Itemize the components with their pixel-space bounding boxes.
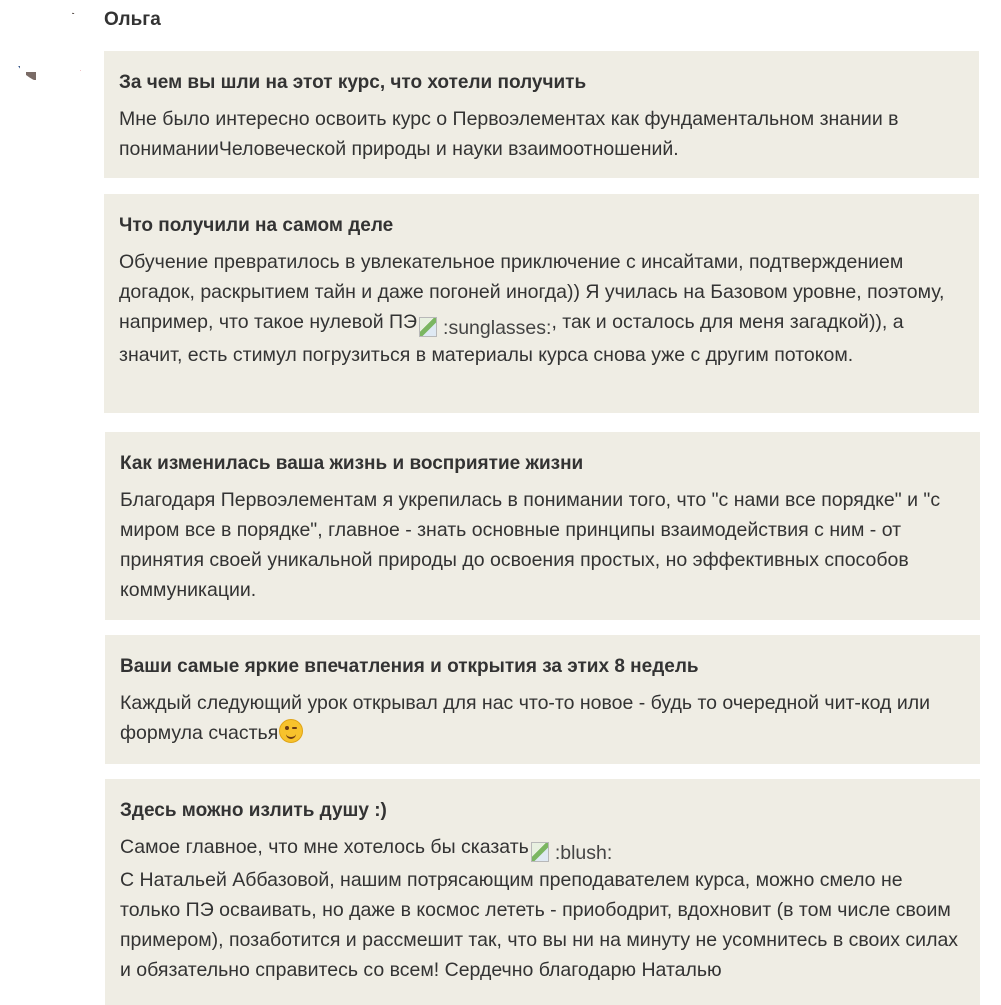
answer-text-part: Самое главное, что мне хотелось бы сказать <box>120 836 529 858</box>
author-name[interactable]: Ольга <box>104 9 161 30</box>
answer-paragraph <box>120 688 964 748</box>
answer-text-part: Обучение превратилось в увлекательное приключение с инсайтами, подтверждением догадок, раскрытием тайн и даже погоней иногда)) Я училась на Базовом уровне, поэтому, например, что такое нулевой ПЭ <box>119 251 945 333</box>
broken-image-icon <box>417 316 551 340</box>
review-card-life-change <box>105 432 980 620</box>
avatar-photo-fragment <box>12 66 20 78</box>
review-card-impressions <box>105 635 980 764</box>
answer-paragraph: Мне было интересно освоить курс о Первоэлементах как фундаментальном знании в пониманииЧеловеческой природы и науки взаимоотношений. <box>119 108 899 160</box>
avatar-photo-fragment <box>80 70 88 80</box>
avatar[interactable] <box>12 6 90 84</box>
avatar-photo-fragment <box>26 72 36 80</box>
avatar-photo-fragment <box>72 6 90 14</box>
answer-text <box>120 688 964 748</box>
answer-text-part: , так и осталось для меня загадкой)), а значит, есть стимул погрузиться в материалы курса снова уже с другим потоком. <box>119 311 904 366</box>
emoji-alt-text: :sunglasses: <box>443 317 552 339</box>
answer-paragraph: С Натальей Аббазовой, нашим потрясающим преподавателем курса, можно смело не только ПЭ осваивать, но даже в космос лететь - приободрит, вдохновит (в том числе своим примером), позаботится и рассмешит так, что вы ни на минуту не усомнитесь в своих силах и обязательно справитесь со всем! Сердечно благодарю Наталью <box>120 869 959 981</box>
answer-text <box>120 832 964 985</box>
question-heading: Что получили на самом деле <box>119 215 394 236</box>
question-heading: Здесь можно излить душу :) <box>120 800 387 821</box>
answer-paragraph <box>120 832 964 865</box>
question-heading: За чем вы шли на этот курс, что хотели получить <box>119 72 587 93</box>
review-card-result <box>104 194 979 413</box>
emoji-alt-text: :blush: <box>554 842 613 864</box>
answer-text <box>119 104 963 164</box>
answer-paragraph <box>119 247 963 370</box>
broken-image-icon <box>529 841 612 865</box>
answer-text <box>119 247 963 370</box>
answer-text-part: Каждый следующий урок открывал для нас что-то новое - будь то очередной чит-код или формула счастья <box>120 692 931 744</box>
answer-text <box>120 485 964 605</box>
question-heading: Ваши самые яркие впечатления и открытия за этих 8 недель <box>120 656 699 677</box>
winking-face-emoji-icon <box>279 719 303 743</box>
answer-paragraph: Благодаря Первоэлементам я укрепилась в понимании того, что "с нами все порядке" и "с миром все в порядке", главное - знать основные принципы взаимодействия с ним - от принятия своей уникальной природы до освоения простых, но эффективных способов коммуникации. <box>120 489 941 601</box>
question-heading: Как изменилась ваша жизнь и восприятие жизни <box>120 453 584 474</box>
review-card-goal <box>104 51 979 178</box>
review-card-open-heart <box>105 779 980 1005</box>
